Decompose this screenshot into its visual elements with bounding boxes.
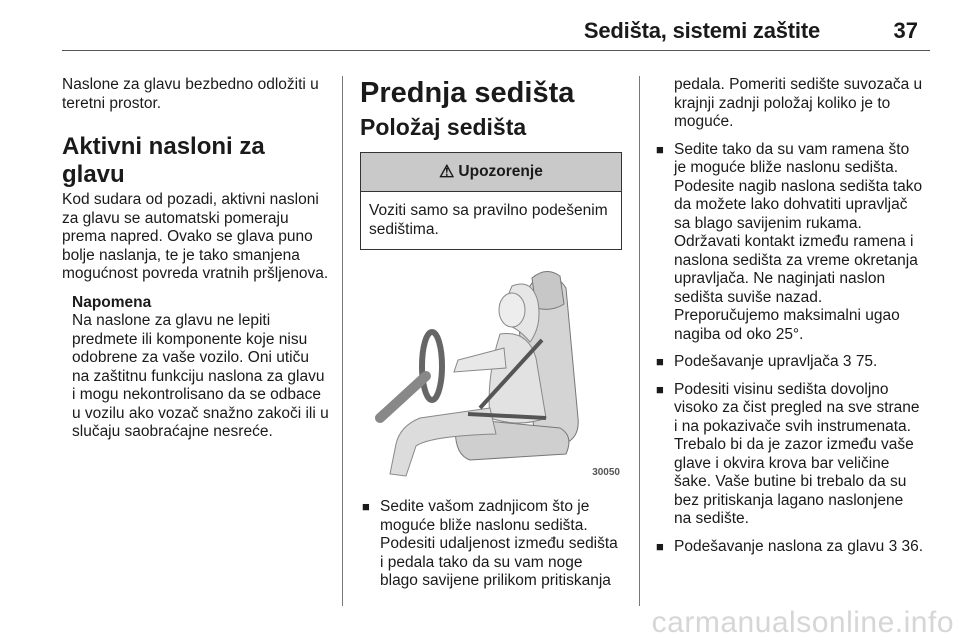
- list-item-text: Sedite tako da su vam ramena što je moguće bliže naslonu sedišta. Podesite nagib naslona sedišta tako da možete lako dohvatiti upravljač sa blago savijenim rukama. Održavati kontakt između ramena i naslona sedišta za vreme okretanja upravljača. Ne naginjati naslon sedišta suviše nazad. Preporučujemo maksimalni ugao nagiba od oko 25°.: [674, 140, 923, 343]
- column-left: [62, 76, 330, 442]
- body-text: Kod sudara od pozadi, aktivni nasloni za glavu se automatski pomeraju prema napred. Ovako se glava puno bolje naslanja, te je tako smanjena mogućnost povreda vratnih pršljenova.: [62, 191, 329, 282]
- list-item-text: Podešavanje upravljača 3 75.: [674, 353, 878, 370]
- warning-triangle-icon: ⚠: [439, 162, 455, 181]
- driver-seat-illustration: [360, 268, 622, 480]
- warning-text: Voziti samo sa pravilno podešenim sedištima.: [369, 202, 608, 238]
- column-divider: [342, 76, 343, 606]
- list-item-text: Podešavanje naslona za glavu 3 36.: [674, 537, 924, 555]
- column-right: [654, 76, 924, 565]
- bullet-list: [360, 498, 622, 591]
- bullet-square-icon: ■: [656, 381, 664, 397]
- list-item: [654, 353, 924, 372]
- list-item-text: Podesiti visinu sedišta dovoljno visoko za čist pregled na sve strane i na pokazivače svih instrumenata. Trebalo bi da je zazor između vaše glave i okvira krova bar veličine šake. Vaše butine bi trebalo da su bez pritiskanja lagano naslonjene na sedište.: [674, 380, 920, 527]
- page-header: [62, 14, 930, 51]
- seat-position-illustration: [360, 268, 622, 480]
- warning-header: [361, 153, 621, 192]
- list-item: [654, 538, 924, 557]
- note-text: Na naslone za glavu ne lepiti predmete ili komponente koje nisu odobrene za vaše vozilo. Oni utiču na zaštitnu funkciju naslona za glavu i mogu nekontrolisano da se odbace u vozilu ako vozač snažno zakoči ili u slučaju saobraćajne nesreće.: [72, 312, 329, 440]
- bullet-square-icon: ■: [656, 538, 664, 554]
- warning-title: Upozorenje: [458, 163, 543, 180]
- intro-text: Naslone za glavu bezbedno odložiti u teretni prostor.: [62, 76, 319, 112]
- note-title: Napomena: [72, 293, 152, 311]
- column-divider: [639, 76, 640, 606]
- figure-number: 30050: [592, 467, 620, 478]
- watermark: carmanualsonline.info: [651, 606, 954, 639]
- continuation-text: pedala. Pomeriti sedište suvozača u krajnji zadnji položaj koliko je to moguće.: [674, 76, 923, 130]
- list-item: [654, 381, 924, 529]
- page-heading: Prednja sedišta: [360, 77, 575, 109]
- note-block: [72, 294, 330, 442]
- bullet-square-icon: ■: [362, 499, 370, 514]
- list-item: [360, 498, 622, 591]
- subheading: Položaj sedišta: [360, 114, 527, 140]
- bullet-list: [654, 141, 924, 557]
- page-number: 37: [893, 18, 918, 43]
- list-item: [654, 141, 924, 345]
- warning-body: [361, 192, 621, 249]
- warning-box: [360, 152, 622, 250]
- bullet-square-icon: ■: [656, 141, 664, 157]
- bullet-square-icon: ■: [656, 354, 664, 369]
- section-title: Sedišta, sistemi zaštite: [583, 18, 820, 43]
- list-item-text: Sedite vašom zadnjicom što je moguće bliže naslonu sedišta. Podesiti udaljenost između sedišta i pedala tako da su vam noge blago savijene prilikom pritiskanja: [380, 498, 618, 589]
- section-heading: Aktivni nasloni za glavu: [62, 133, 265, 188]
- column-middle: [360, 76, 622, 600]
